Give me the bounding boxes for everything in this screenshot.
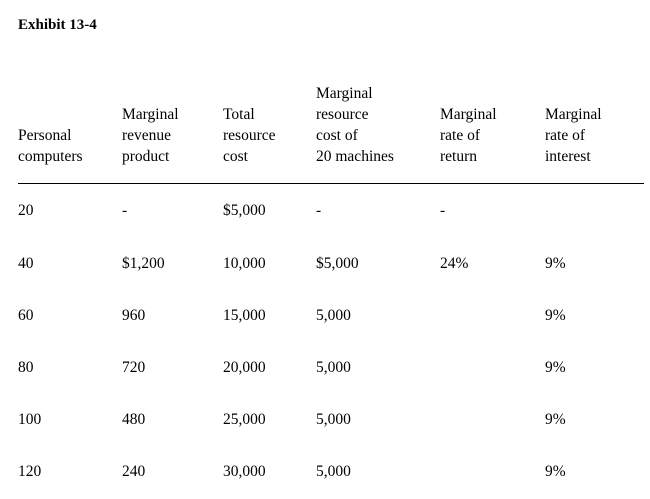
table-cell: 80 (18, 359, 34, 376)
header-line: Total (223, 106, 255, 123)
table-cell: - (440, 202, 446, 219)
table-cell: 9% (545, 463, 566, 480)
table-cell: 5,000 (316, 411, 351, 428)
table-cell: 960 (122, 307, 146, 324)
table-cell: 480 (122, 411, 146, 428)
header-line: return (440, 148, 478, 165)
header-total-resource-cost (223, 92, 276, 167)
header-line: cost (223, 148, 248, 165)
table-cell: $5,000 (223, 202, 266, 219)
table-cell: 5,000 (316, 463, 351, 480)
table-cell: 20,000 (223, 359, 266, 376)
header-line: Personal (18, 127, 72, 144)
table-cell: 60 (18, 307, 34, 324)
table-cell: 25,000 (223, 411, 266, 428)
header-line: Marginal (545, 106, 602, 123)
table-cell: 720 (122, 359, 146, 376)
table-cell: 40 (18, 255, 34, 272)
table-cell: 9% (545, 307, 566, 324)
header-line: Marginal (440, 106, 497, 123)
header-marginal-rate-of-return (440, 92, 497, 167)
header-line: cost of (316, 127, 358, 144)
exhibit-title: Exhibit 13-4 (18, 17, 97, 33)
table-cell: 100 (18, 411, 42, 428)
header-line: rate of (440, 127, 481, 144)
table-cell: 5,000 (316, 307, 351, 324)
table-cell: 9% (545, 359, 566, 376)
table-cell: 120 (18, 463, 42, 480)
table-cell: 240 (122, 463, 146, 480)
header-line: Marginal (122, 106, 179, 123)
header-line: product (122, 148, 170, 165)
header-line: resource (316, 106, 369, 123)
table-cell: 9% (545, 255, 566, 272)
table-cell: 20 (18, 202, 34, 219)
table-cell: $5,000 (316, 255, 359, 272)
table-cell: 10,000 (223, 255, 266, 272)
header-line: rate of (545, 127, 586, 144)
table-cell: - (122, 202, 128, 219)
table-cell: 30,000 (223, 463, 266, 480)
header-personal-computers (18, 92, 83, 167)
header-line: interest (545, 148, 591, 165)
header-divider (18, 183, 644, 184)
header-line: computers (18, 148, 83, 165)
header-marginal-resource-cost (316, 85, 394, 167)
table-cell: 24% (440, 255, 469, 272)
header-marginal-rate-of-interest (545, 92, 602, 167)
header-marginal-revenue-product (122, 92, 179, 167)
header-line: 20 machines (316, 148, 394, 165)
table-cell: 5,000 (316, 359, 351, 376)
table-cell: 15,000 (223, 307, 266, 324)
header-line: Marginal (316, 85, 373, 102)
header-line: resource (223, 127, 276, 144)
header-line: revenue (122, 127, 172, 144)
table-cell: $1,200 (122, 255, 165, 272)
table-cell: - (316, 202, 322, 219)
table-cell: 9% (545, 411, 566, 428)
